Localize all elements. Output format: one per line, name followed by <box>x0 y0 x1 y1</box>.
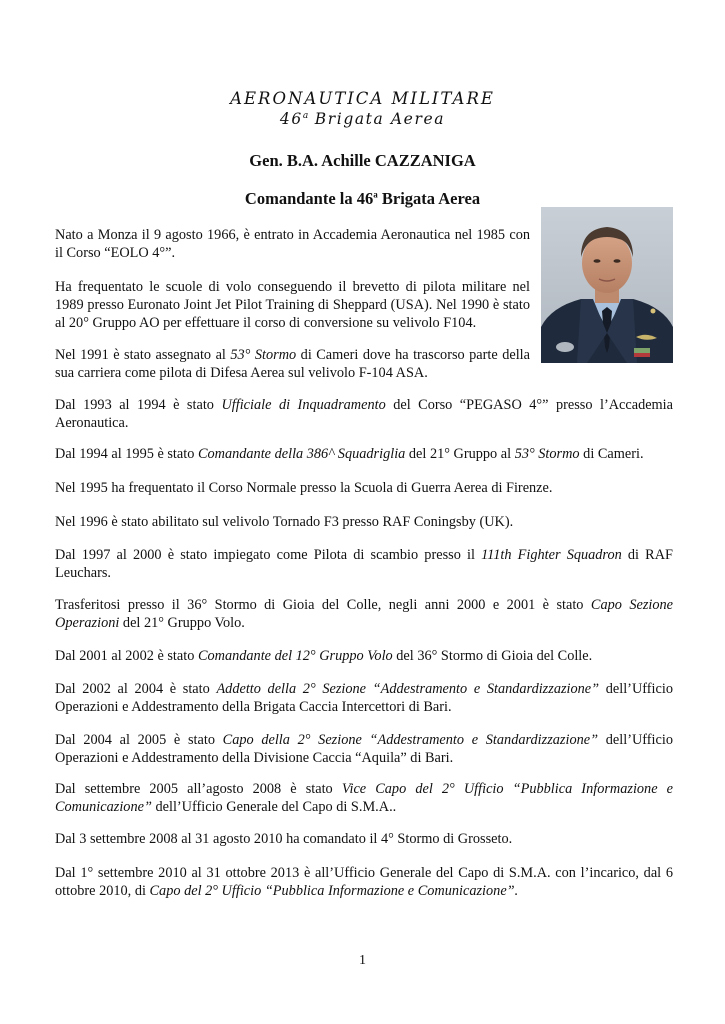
italic-text-segment: Comandante della 386^ Squadriglia <box>197 446 406 462</box>
bio-paragraph-6 <box>55 479 673 497</box>
text-segment: Dal 3 settembre 2008 al 31 agosto 2010 ha comandato il 4° Stormo di Grosseto. <box>55 831 513 847</box>
text-segment: Nel 1996 è stato abilitato sul velivolo Tornado F3 presso RAF Coningsby (UK). <box>55 514 514 530</box>
italic-text-segment: Comandante del 12° Gruppo Volo <box>197 648 393 664</box>
text-segment: di RAF Leuchars. <box>55 547 673 581</box>
text-segment: Dal 1997 al 2000 è stato impiegato come Pilota di scambio presso il <box>55 547 482 563</box>
text-segment: Dal 2002 al 2004 è stato <box>55 681 217 697</box>
page-number: 1 <box>359 953 366 968</box>
bio-paragraph-7 <box>55 513 673 531</box>
text-segment: del 21° Gruppo al <box>405 446 515 462</box>
text-segment: Dal 1994 al 1995 è stato <box>55 446 198 462</box>
text-segment: Ha frequentato le scuole di volo conseguendo il brevetto di pilota militare nel 1989 presso Euronato Joint Jet Pilot Training di Sheppard (USA). Nel 1990 è stato al 20° Gruppo AO per effettuare il corso di conversione su velivolo F104. <box>55 279 530 331</box>
person-role: Comandante la 46$^a$ Brigata Aerea <box>244 189 481 208</box>
italic-text-segment: 53° Stormo <box>230 347 297 363</box>
text-segment: Dal settembre 2005 all’agosto 2008 è stato <box>55 781 342 797</box>
text-segment: Dal 1993 al 1994 è stato <box>55 397 222 413</box>
bio-paragraph-10 <box>55 647 673 665</box>
bio-paragraph-11 <box>55 680 673 716</box>
bio-paragraph-14 <box>55 830 673 848</box>
text-segment: Trasferitosi presso il 36° Stormo di Gioia del Colle, negli anni 2000 e 2001 è stato <box>55 597 591 613</box>
text-segment: Dal 2001 al 2002 è stato <box>55 648 198 664</box>
text-segment: Dal 1° settembre 2010 al 31 ottobre 2013 è all’Ufficio Generale del Capo di S.M.A. con l’incarico, dal 6 ottobre 2010, di <box>55 865 673 899</box>
bio-paragraph-13 <box>55 780 673 816</box>
text-segment: dell’Ufficio Generale del Capo di S.M.A.. <box>151 799 397 815</box>
bio-paragraph-4 <box>55 396 673 432</box>
bio-paragraph-2 <box>55 278 530 332</box>
italic-text-segment: Addetto della 2° Sezione “Addestramento e Standardizzazione” <box>216 681 600 697</box>
bio-paragraph-5 <box>55 445 673 463</box>
text-segment: dell’Ufficio Operazioni e Addestramento della Divisione Caccia “Aquila” di Bari. <box>55 732 673 766</box>
italic-text-segment: Capo del 2° Ufficio “Pubblica Informazione e Comunicazione”. <box>149 883 519 899</box>
header-org: AERONAUTICA MILITARE <box>230 89 495 108</box>
text-segment: Dal 2004 al 2005 è stato <box>55 732 223 748</box>
italic-text-segment: Capo della 2° Sezione “Addestramento e Standardizzazione” <box>222 732 599 748</box>
text-segment: di Cameri dove ha trascorso parte della sua carriera come pilota di Difesa Aerea sul velivolo F-104 ASA. <box>55 347 530 381</box>
text-segment: Nel 1991 è stato assegnato al <box>55 347 231 363</box>
bio-paragraph-3 <box>55 346 530 382</box>
header-brigade: 46$^a$ Brigata Aerea <box>279 110 446 128</box>
text-segment: Nel 1995 ha frequentato il Corso Normale presso la Scuola di Guerra Aerea di Firenze. <box>55 480 553 496</box>
italic-text-segment: Capo Sezione Operazioni <box>55 597 673 631</box>
bio-paragraph-1 <box>55 226 530 262</box>
italic-text-segment: 111th Fighter Squadron <box>481 547 622 563</box>
text-segment: del Corso “PEGASO 4°” presso l’Accademia Aeronautica. <box>55 397 673 431</box>
person-name: Gen. B.A. Achille CAZZANIGA <box>249 151 476 170</box>
italic-text-segment: 53° Stormo <box>514 446 580 462</box>
bio-paragraph-9 <box>55 596 673 632</box>
italic-text-segment: Ufficiale di Inquadramento <box>221 397 386 413</box>
text-segment: Nato a Monza il 9 agosto 1966, è entrato in Accademia Aeronautica nel 1985 con il Corso “EOLO 4°”. <box>55 227 530 261</box>
text-segment: di Cameri. <box>579 446 644 462</box>
portrait-photo <box>541 207 673 363</box>
text-segment: del 21° Gruppo Volo. <box>119 615 245 631</box>
bio-paragraph-8 <box>55 546 673 582</box>
bio-paragraph-15 <box>55 864 673 900</box>
text-segment: del 36° Stormo di Gioia del Colle. <box>392 648 593 664</box>
bio-paragraph-12 <box>55 731 673 767</box>
text-segment: dell’Ufficio Operazioni e Addestramento della Brigata Caccia Intercettori di Bari. <box>55 681 673 715</box>
italic-text-segment: Vice Capo del 2° Ufficio “Pubblica Informazione e Comunicazione” <box>55 781 673 815</box>
